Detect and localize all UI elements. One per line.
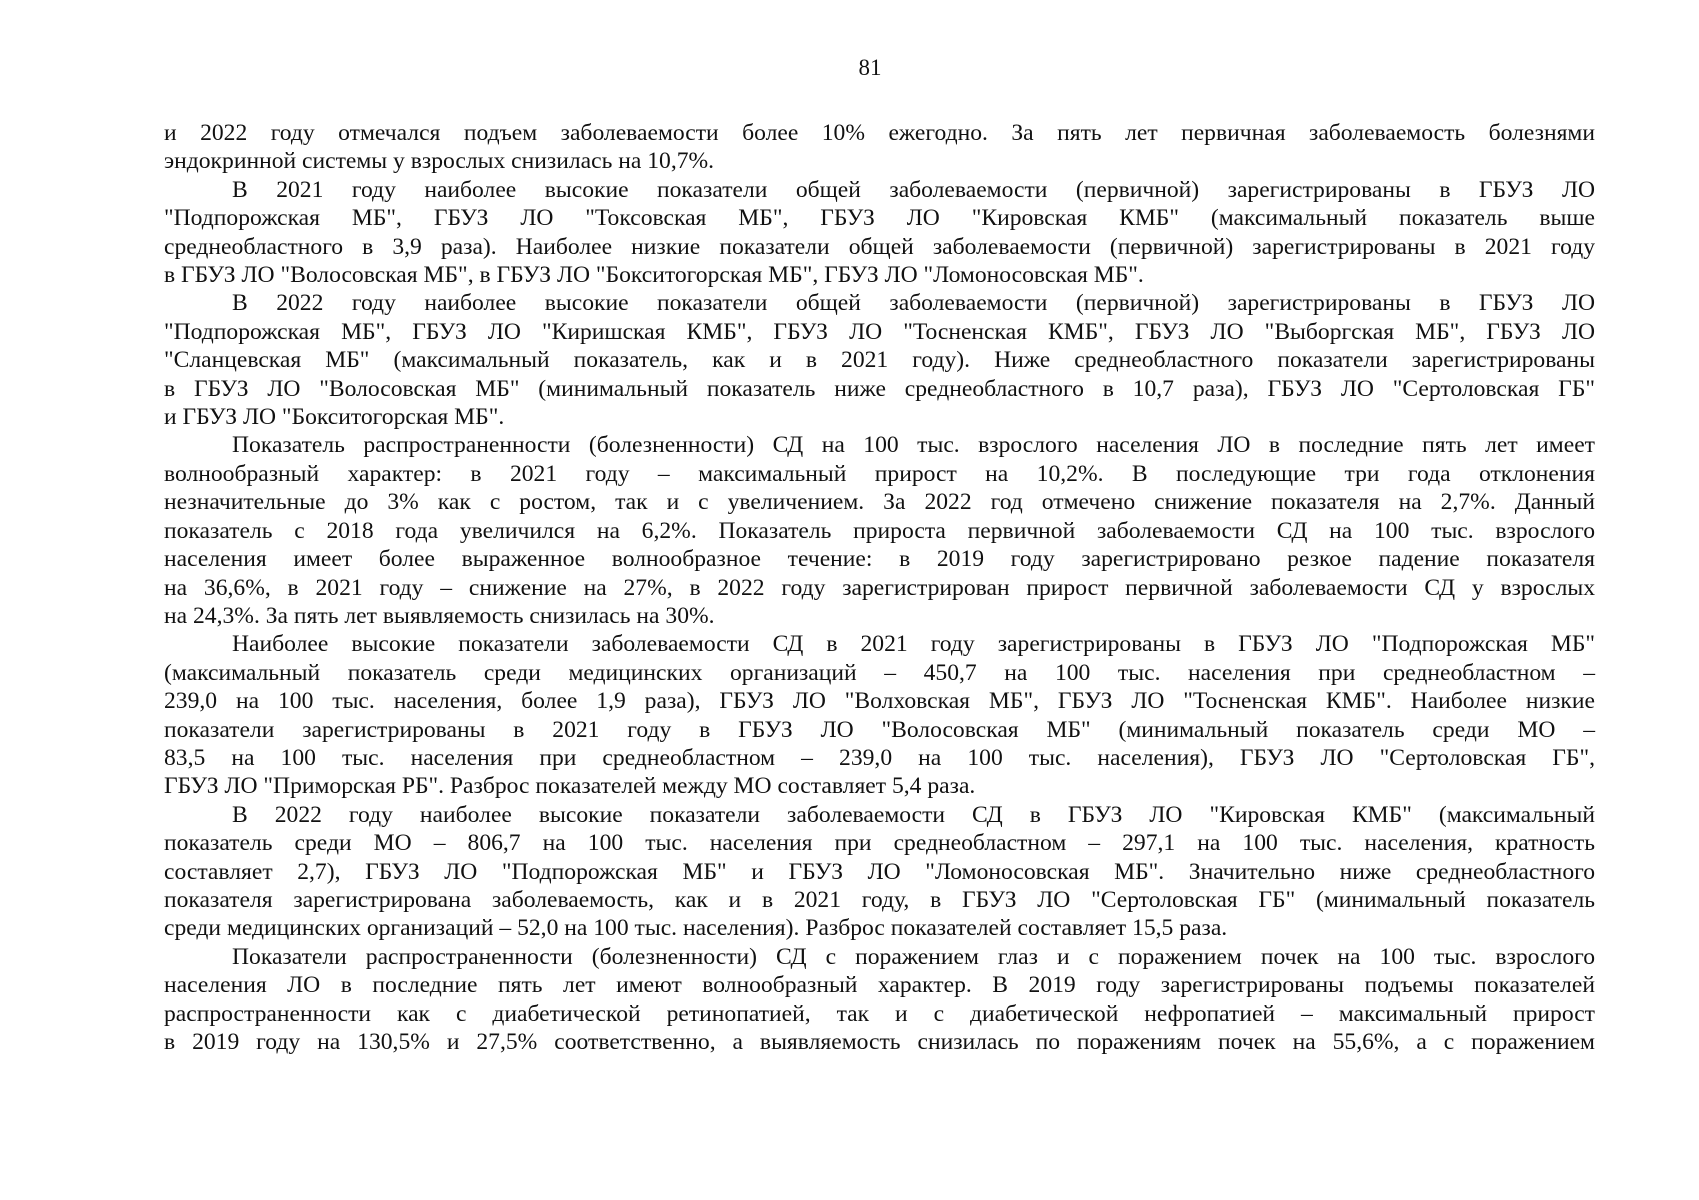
text-line: волнообразный характер: в 2021 году – максимальный прирост на 10,2%. В последующие три года отклонения xyxy=(164,460,1595,487)
paragraph xyxy=(164,801,1595,943)
text-line: составляет 2,7), ГБУЗ ЛО "Подпорожская МБ" и ГБУЗ ЛО "Ломоносовская МБ". Значительно ниже среднеобластного xyxy=(164,858,1595,885)
text-line: распространенности как с диабетической ретинопатией, так и с диабетической нефропатией – максимальный прирост xyxy=(164,1000,1595,1027)
text-line: (максимальный показатель среди медицинских организаций – 450,7 на 100 тыс. населения при среднеобластном – xyxy=(164,659,1595,686)
paragraph xyxy=(164,943,1595,1057)
text-line: в ГБУЗ ЛО "Волосовская МБ", в ГБУЗ ЛО "Бокситогорская МБ", ГБУЗ ЛО "Ломоносовская МБ". xyxy=(164,262,1144,289)
text-line: "Сланцевская МБ" (максимальный показатель, как и в 2021 году). Ниже среднеобластного показатели зарегистрированы xyxy=(164,347,1595,374)
text-line: показатель с 2018 года увеличился на 6,2%. Показатель прироста первичной заболеваемости СД на 100 тыс. взрослого xyxy=(164,517,1595,544)
document-body xyxy=(164,119,1595,1056)
paragraph xyxy=(164,630,1595,800)
text-line: Показатель распространенности (болезненности) СД на 100 тыс. взрослого населения ЛО в последние пять лет имеет xyxy=(232,432,1595,459)
paragraph xyxy=(164,176,1595,290)
text-line: среди медицинских организаций – 52,0 на 100 тыс. населения). Разброс показателей составляет 15,5 раза. xyxy=(164,915,1228,942)
text-line: в ГБУЗ ЛО "Волосовская МБ" (минимальный показатель ниже среднеобластного в 10,7 раза), ГБУЗ ЛО "Сертоловская ГБ" xyxy=(164,375,1595,402)
text-line: эндокринной системы у взрослых снизилась на 10,7%. xyxy=(164,148,715,175)
text-line: 239,0 на 100 тыс. населения, более 1,9 раза), ГБУЗ ЛО "Волховская МБ", ГБУЗ ЛО "Тосненская КМБ". Наиболее низкие xyxy=(164,688,1595,715)
text-line: на 24,3%. За пять лет выявляемость снизилась на 30%. xyxy=(164,602,715,629)
text-line: В 2022 году наиболее высокие показатели общей заболеваемости (первичной) зарегистрированы в ГБУЗ ЛО xyxy=(232,290,1595,317)
text-line: среднеобластного в 3,9 раза). Наиболее низкие показатели общей заболеваемости (первичной) зарегистрированы в 2021 году xyxy=(164,233,1595,260)
text-line: в 2019 году на 130,5% и 27,5% соответственно, а выявляемость снизилась по поражениям почек на 55,6%, а с поражением xyxy=(164,1029,1595,1055)
text-line: показатели зарегистрированы в 2021 году в ГБУЗ ЛО "Волосовская МБ" (минимальный показатель среди МО – xyxy=(164,716,1595,743)
paragraph xyxy=(164,119,1595,176)
paragraph xyxy=(164,289,1595,431)
text-line: на 36,6%, в 2021 году – снижение на 27%, в 2022 году зарегистрирован прирост первичной заболеваемости СД у взрослых xyxy=(164,574,1595,601)
text-line: Наиболее высокие показатели заболеваемости СД в 2021 году зарегистрированы в ГБУЗ ЛО "Подпорожская МБ" xyxy=(232,631,1595,658)
text-line: показателя зарегистрирована заболеваемость, как и в 2021 году, в ГБУЗ ЛО "Сертоловская ГБ" (минимальный показатель xyxy=(164,886,1595,913)
text-line: Показатели распространенности (болезненности) СД с поражением глаз и с поражением почек на 100 тыс. взрослого xyxy=(232,943,1595,970)
text-line: населения ЛО в последние пять лет имеют волнообразный характер. В 2019 году зарегистрированы подъемы показателей xyxy=(164,972,1595,999)
text-line: ГБУЗ ЛО "Приморская РБ". Разброс показателей между МО составляет 5,4 раза. xyxy=(164,773,976,800)
text-line: и 2022 году отмечался подъем заболеваемости более 10% ежегодно. За пять лет первичная заболеваемость болезнями xyxy=(164,120,1595,146)
text-line: "Подпорожская МБ", ГБУЗ ЛО "Киришская КМБ", ГБУЗ ЛО "Тосненская КМБ", ГБУЗ ЛО "Выборгская МБ", ГБУЗ ЛО xyxy=(164,318,1595,345)
paragraph xyxy=(164,431,1595,630)
text-line: населения имеет более выраженное волнообразное течение: в 2019 году зарегистрировано резкое падение показателя xyxy=(164,546,1595,573)
text-line: 83,5 на 100 тыс. населения при среднеобластном – 239,0 на 100 тыс. населения), ГБУЗ ЛО "Сертоловская ГБ", xyxy=(164,744,1595,771)
text-line: В 2022 году наиболее высокие показатели заболеваемости СД в ГБУЗ ЛО "Кировская КМБ" (максимальный xyxy=(232,801,1595,828)
text-line: "Подпорожская МБ", ГБУЗ ЛО "Токсовская МБ", ГБУЗ ЛО "Кировская КМБ" (максимальный показатель выше xyxy=(164,205,1595,232)
text-line: В 2021 году наиболее высокие показатели общей заболеваемости (первичной) зарегистрированы в ГБУЗ ЛО xyxy=(232,176,1595,203)
text-line: показатель среди МО – 806,7 на 100 тыс. населения при среднеобластном – 297,1 на 100 тыс. населения, кратность xyxy=(164,830,1595,857)
page-number: 81 xyxy=(858,55,882,80)
text-line: и ГБУЗ ЛО "Бокситогорская МБ". xyxy=(164,404,505,431)
text-line: незначительные до 3% как с ростом, так и с увеличением. За 2022 год отмечено снижение показателя на 2,7%. Данный xyxy=(164,489,1595,516)
